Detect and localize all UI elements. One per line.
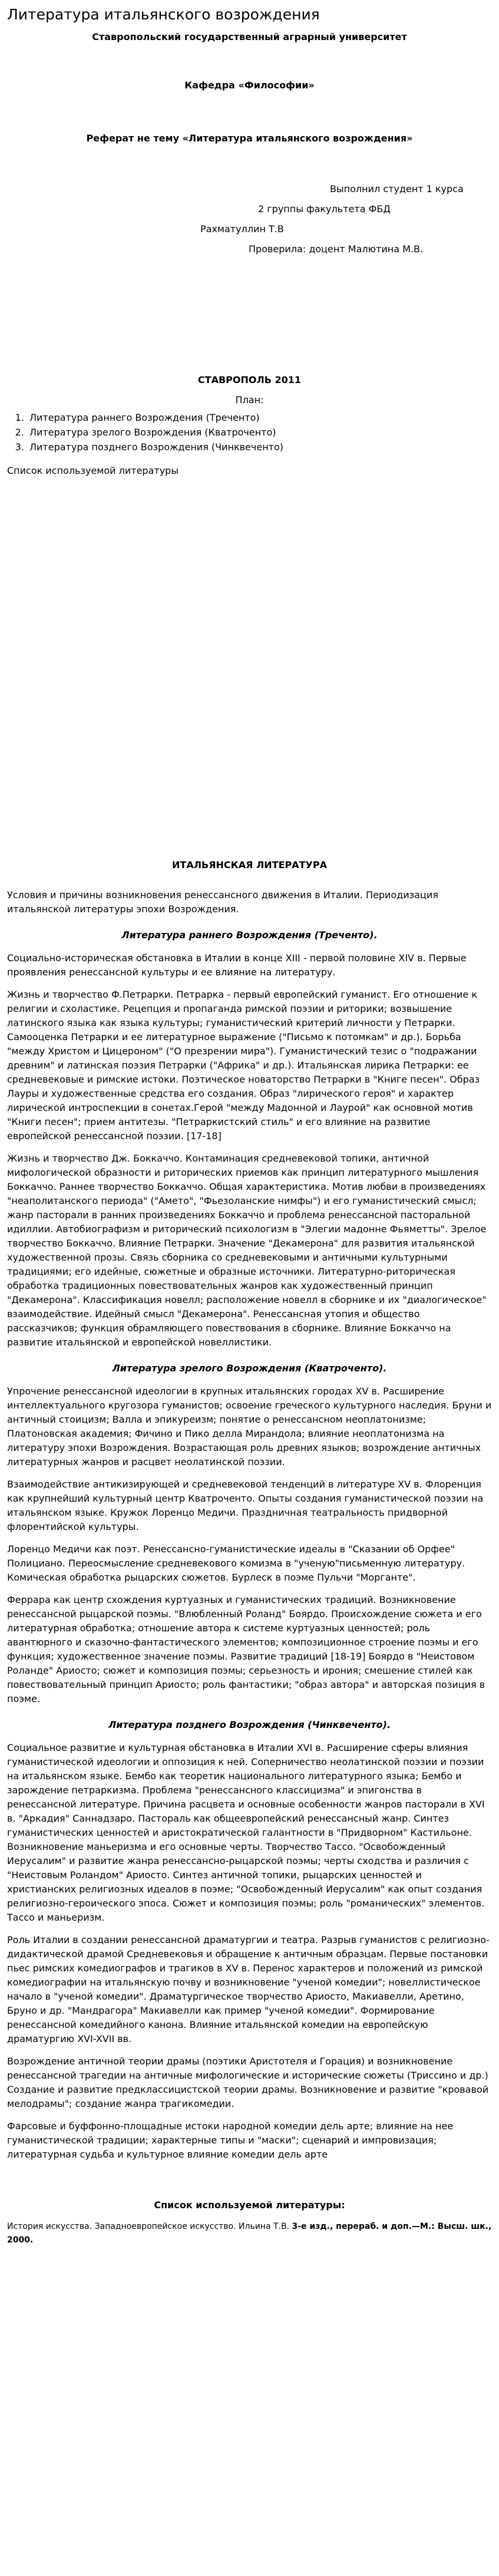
toc-item: 2. Литература зрелого Возрождения (Кватроченто) xyxy=(27,426,492,440)
paragraph: Фарсовые и буффонно-площадные истоки народной комедии дель арте; влияние на нее гуманистической традиции; характерные типы и "маски"; сценарий и импровизация; литературная судьба и культурное влияние комедии дель арте xyxy=(7,2120,454,2161)
early-renaissance-heading: Литература раннего Возрождения (Треченто). xyxy=(121,929,378,941)
paragraph: Феррара как центр схождения куртуазных и гуманистических традиций. Возникновение ренессансной рыцарской поэмы. "Влюбленный Роланд" Боярдо. Происхождение сюжета и его литературная обработка; отношение автора к системе куртуазных ценностей; роль авантюрного и сказочно-фантастического элементов; композиционное строение поэмы и его функция; художественное значение поэмы. Развитие традиций [18-19] Боярдо в "Неистовом Роланде" Ариосто; сюжет и композиция поэмы; серьезность и ирония; смешение стилей как повествовательный принцип Ариосто; роль фантастики; "образ автора" и авторская позиция в поэме. xyxy=(7,1594,485,1705)
paragraph: Возрождение античной теории драмы (поэтики Аристотеля и Горация) и возникновение ренессансной трагедии на античные мифологические и исторические сюжеты (Триссино и др.) Создание и развитие предклассицистской теории драмы. Возникновение и развитие "кровавой мелодрамы"; создание жанра трагикомедии. xyxy=(7,2056,489,2110)
cover-page xyxy=(7,30,492,407)
main-content xyxy=(7,859,492,2162)
paragraph: Взаимодействие антикизирующей и средневековой тенденций в литературе XV в. Флоренция как крупнейший культурный центр Кватроченто. Опыты создания гуманистической поэзии на итальянском языке. Кружок Лоренцо Медичи. Праздничная театральность придворной флорентийской культуры. xyxy=(7,1479,484,1533)
bibliography-entry xyxy=(7,2220,492,2247)
paragraph: Социально-историческая обстановка в Италии в конце XIII - первой половине XIV в. Первые проявления ренессансной культуры и ее влияние на литературу. xyxy=(7,952,467,978)
bibliography-entry-text: История искусства. Западноевропейское искусство. Ильина Т.В. xyxy=(7,2222,292,2232)
toc-item: 3. Литература позднего Возрождения (Чинквеченто) xyxy=(27,440,492,455)
author-block xyxy=(7,182,492,256)
city-year: СТАВРОПОЛЬ 2011 xyxy=(197,374,302,385)
author-line: Выполнил студент 1 курса xyxy=(330,183,464,194)
toc-item: 1. Литература раннего Возрождения (Треченто) xyxy=(27,411,492,426)
author-name: Рахматуллин Т.В xyxy=(200,223,284,235)
department-name: Кафедра «Философии» xyxy=(184,80,315,91)
paragraph: Лоренцо Медичи как поэт. Ренессансно-гуманистические идеалы в "Сказании об Орфее" Полициано. Переосмысление средневекового комизма в "ученую"письменную литературу. Комическая обработка рыцарских сюжетов. Бурлеск в поэме Пульчи "Морганте". xyxy=(7,1543,465,1584)
table-of-contents xyxy=(7,411,492,454)
reviewer-line: Проверила: доцент Малютина М.В. xyxy=(249,243,424,255)
author-line: 2 группы факультета ФБД xyxy=(258,203,391,215)
plan-label: План: xyxy=(235,394,264,405)
late-renaissance-heading: Литература позднего Возрождения (Чинквеченто). xyxy=(108,1719,391,1731)
paragraph: Жизнь и творчество Ф.Петрарки. Петрарка - первый европейский гуманист. Его отношение к религии и схоластике. Рецепция и пропаганда римской поэзии и риторики; возвышение латинского языка как языка культуры; гуманистический критерий личности у Петрарки. Самооценка Петрарки и ее литературное выражение ("Письмо к потомкам" и др.). Борьба "между Христом и Цицероном" ("О презрении мира"). Гуманистический тезис о "подражании древним" и латинская поэзия Петрарки ("Африка" и др.). Итальянская лирика Петрарки: ее средневековые и римские истоки. Поэтическое новаторство Петрарки в "Книге песен". Образ Лауры и художественные средства его создания. Образ "лирического героя" и характер лирической интроспекции в сонетах.Герой "между Мадонной и Лаурой" как основной мотив "Книги песен"; прием антитезы. "Петраркистский стиль" и его влияние на развитие европейской ренессансной поэзии. [17-18] xyxy=(7,989,480,1142)
bibliography-entry-publisher: 3-е изд., перераб. и доп.—М.: Высш. шк., 2000. xyxy=(7,2222,492,2245)
section-heading: ИТАЛЬЯНСКАЯ ЛИТЕРАТУРА xyxy=(172,859,327,871)
document-title: Литература итальянского возрождения xyxy=(7,6,320,23)
mature-renaissance-heading: Литература зрелого Возрождения (Кватроченто). xyxy=(112,1363,387,1374)
paragraph: Жизнь и творчество Дж. Боккаччо. Контаминация средневековой топики, античной мифологической образности и риторических приемов как принцип литературного мышления Боккаччо. Раннее творчество Боккаччо. Общая характеристика. Мотив любви в произведениях "неаполитанского периода" ("Амето", "Фьезоланские нимфы") и его гуманистический смысл; жанр пасторали в ранних произведениях Боккаччо и проблема ренессансной пасторальной идиллии. Автобиографизм и риторический психологизм в "Элегии мадонне Фьяметты". Зрелое творчество Боккаччо. Влияние Петрарки. Значение "Декамерона" для развития итальянской художественной прозы. Связь сборника со средневековыми и античными культурными традициями; его идейные, сюжетные и образные источники. Литературно-риторическая обработка традиционных повествовательных жанров как художественный принцип "Декамерона". Классификация новелл; расположение новелл в сборнике и их "диалогическое" взаимодействие. Идейный смысл "Декамерона". Ренессансная утопия и общество рассказчиков; функция обрамляющего повествования в сборнике. Влияние Боккаччо на развитие итальянской и европейской новеллистики. xyxy=(7,1153,487,1348)
paragraph: Социальное развитие и культурная обстановка в Италии XVI в. Расширение сферы влияния гуманистической идеологии и оппозиция к ней. Соперничество неолатинской поэзии и поэзии на итальянском языке. Бембо как теоретик национального литературного языка; Бембо и зарождение петраркизма. Проблема "ренессансного классицизма" и эпигонства в ренессансной литературе. Причина расцвета и основные особенности жанров пасторали в XVI в. "Аркадия" Саннадзаро. Пастораль как общеевропейский ренессансный жанр. Синтез гуманистических ценностей и аристократической галантности в "Придворном" Кастильоне. Возникновение маньеризма и его основные черты. Творчество Тассо. "Освобожденный Иерусалим" и развитие жанра ренессансно-рыцарской поэмы; черты сходства и различия с "Неистовым Роландом" Ариосто. Синтез античной топики, рыцарских ценностей и христианских религиозных идеалов в поэме; "Освобожденный Иерусалим" как опыт создания религиозно-героического эпоса. Сюжет и композиция поэмы; роль "романических" элементов. Тассо и маньеризм. xyxy=(7,1742,485,1924)
paragraph: Роль Италии в создании ренессансной драматургии и театра. Разрыв гуманистов с религиозно-дидактической драмой Средневековья и обращение к античным образцам. Первые постановки пьес римских комедиографов и трагиков в XV в. Перенос характеров и положений из римской комедиографии на итальянскую почву и возникновение "ученой комедии"; новеллистическое начало в "ученой комедии". Драматургическое творчество Ариосто, Макиавелли, Аретино, Бруно и др. "Мандрагора" Макиавелли как пример "ученой комедии". Формирование ренессансной комедийного канона. Влияние итальянской комедии на европейскую драматургию XVI-XVII вв. xyxy=(7,1934,490,2045)
paragraph: Упрочение ренессансной идеологии в крупных итальянских городах XV в. Расширение интеллектуального кругозора гуманистов; освоение греческого культурного наследия. Бруни и античный стоицизм; Валла и эпикуреизм; понятие о ренессансном неоплатонизме; Платоновская академия; Фичино и Пико делла Мирандола; влияние неоплатонизма на литературу эпохи Возрождения. Возрастающая роль древних языков; возрождение античных литературных жанров и расцвет неолатинской поэзии. xyxy=(7,1386,492,1468)
university-name: Ставропольский государственный аграрный университет xyxy=(92,31,407,42)
bibliography xyxy=(7,2199,492,2247)
toc-bibliography: Список используемой литературы xyxy=(7,465,179,477)
essay-title: Реферат не тему «Литература итальянского возрождения» xyxy=(86,133,413,144)
bibliography-heading: Список используемой литературы: xyxy=(154,2199,345,2211)
intro-paragraph: Условия и причины возникновения ренессансного движения в Италии. Периодизация итальянской литературы эпохи Возрождения. xyxy=(7,889,438,915)
